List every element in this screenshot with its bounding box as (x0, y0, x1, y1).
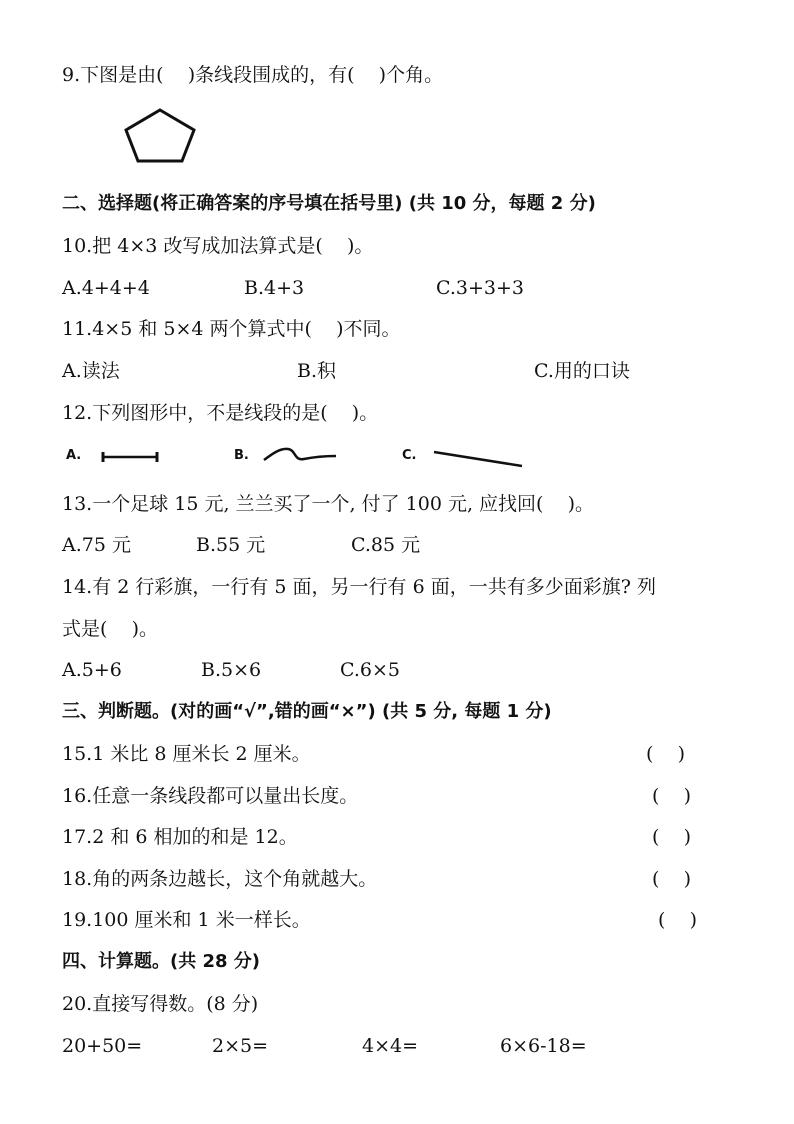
section-2-title: 二、选择题(将正确答案的序号填在括号里) (共 10 分，每题 2 分) (62, 193, 596, 214)
q20-item-2: 2×5= (212, 1035, 269, 1057)
q10-option-b: B.4+3 (244, 277, 305, 299)
q12-option-a-label: A. (66, 448, 82, 463)
q10-option-c: C.3+3+3 (436, 277, 525, 299)
question-10: 10.把 4×3 改写成加法算式是( )。 (62, 235, 374, 257)
section-4-title: 四、计算题。(共 28 分) (62, 951, 261, 972)
question-13: 13.一个足球 15 元, 兰兰买了一个, 付了 100 元, 应找回( )。 (62, 493, 595, 515)
judgment-15-answer-paren: ( ) (646, 743, 685, 765)
judgment-16: 16.任意一条线段都可以量出长度。 (62, 785, 359, 807)
judgment-17-answer-paren: ( ) (652, 826, 691, 848)
q10-option-a: A.4+4+4 (62, 277, 150, 299)
q14-option-c: C.6×5 (340, 659, 400, 681)
question-14-line-2: 式是( )。 (62, 618, 158, 640)
q11-option-b: B.积 (297, 360, 337, 382)
question-12: 12.下列图形中，不是线段的是( )。 (62, 402, 379, 424)
q12-option-b-label: B. (234, 448, 249, 463)
question-20: 20.直接写得数。(8 分) (62, 993, 259, 1015)
q13-option-c: C.85 元 (351, 534, 421, 556)
q12-option-c-label: C. (402, 448, 417, 463)
judgment-19: 19.100 厘米和 1 米一样长。 (62, 909, 311, 931)
judgment-15: 15.1 米比 8 厘米长 2 厘米。 (62, 743, 311, 765)
q13-option-b: B.55 元 (196, 534, 266, 556)
question-9: 9.下图是由( )条线段围成的，有( )个角。 (62, 64, 444, 86)
q12-segment-figure (100, 449, 160, 465)
q14-option-a: A.5+6 (62, 659, 122, 681)
judgment-18-answer-paren: ( ) (652, 868, 691, 890)
judgment-18: 18.角的两条边越长，这个角就越大。 (62, 868, 378, 890)
judgment-17: 17.2 和 6 相加的和是 12。 (62, 826, 298, 848)
judgment-16-answer-paren: ( ) (652, 785, 691, 807)
q12-ray-figure (432, 448, 524, 470)
section-3-title: 三、判断题。(对的画“√”,错的画“×”) (共 5 分, 每题 1 分) (62, 701, 552, 722)
q20-item-4: 6×6-18= (500, 1035, 587, 1057)
question-11: 11.4×5 和 5×4 两个算式中( )不同。 (62, 318, 401, 340)
q20-item-1: 20+50= (62, 1035, 143, 1057)
q11-option-c: C.用的口诀 (534, 360, 630, 382)
q13-option-a: A.75 元 (62, 534, 131, 556)
question-14-line-1: 14.有 2 行彩旗，一行有 5 面，另一行有 6 面，一共有多少面彩旗? 列 (62, 576, 656, 598)
judgment-19-answer-paren: ( ) (658, 909, 697, 931)
q12-curve-figure (262, 444, 338, 466)
pentagon-figure (124, 108, 196, 164)
q14-option-b: B.5×6 (201, 659, 262, 681)
q20-item-3: 4×4= (362, 1035, 419, 1057)
q11-option-a: A.读法 (62, 360, 120, 382)
